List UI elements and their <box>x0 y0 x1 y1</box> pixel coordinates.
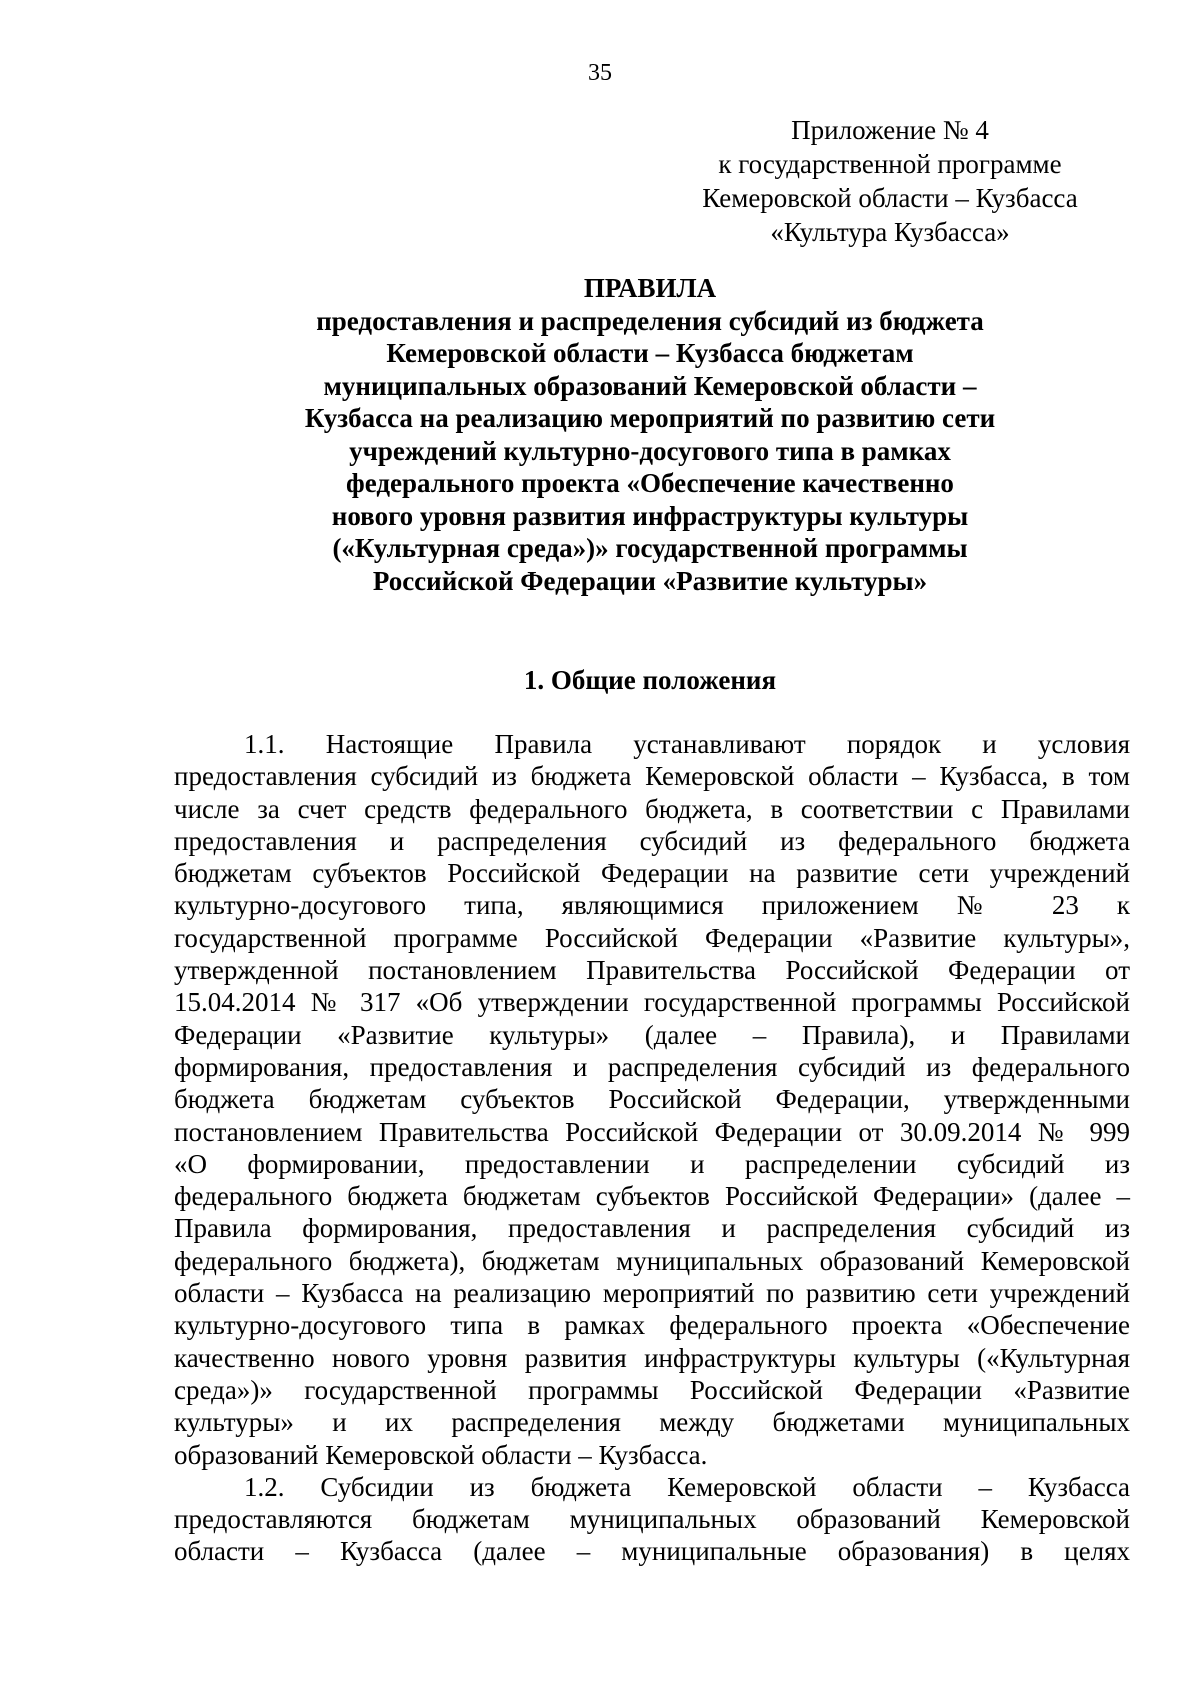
title-line: Российской Федерации «Развитие культуры» <box>372 565 928 596</box>
title-line: предоставления и распределения субсидий из бюджета <box>316 305 984 336</box>
title-line: муниципальных образований Кемеровской области – <box>323 370 977 401</box>
title-line: («Культурная среда»)» государственной программы <box>332 533 968 563</box>
title-heading: ПРАВИЛА <box>583 273 717 303</box>
appendix-block <box>660 113 1120 249</box>
title-line: Кемеровской области – Кузбасса бюджетам <box>386 338 914 368</box>
text-line: качественно нового уровня развития инфраструктуры культуры («Культурная <box>174 1342 1130 1373</box>
paragraph-1-2 <box>174 1471 1130 1568</box>
appendix-line-1: Приложение № 4 <box>791 115 989 145</box>
section-heading: 1. Общие положения <box>523 665 777 695</box>
text-line: бюджета бюджетам субъектов Российской Федерации, утвержденными <box>174 1084 1130 1115</box>
text-line: культурно-досугового типа в рамках федерального проекта «Обеспечение <box>174 1310 1130 1341</box>
text-line: предоставляются бюджетам муниципальных образований Кемеровской <box>174 1504 1130 1535</box>
text-line: 15.04.2014 № 317 «Об утверждении государственной программы Российской <box>174 987 1130 1018</box>
body-text <box>174 728 1130 1568</box>
text-line: области – Кузбасса (далее – муниципальные образования) в целях <box>174 1536 1130 1567</box>
document-title <box>170 272 1130 597</box>
text-line: предоставления и распределения субсидий из федерального бюджета <box>174 825 1130 856</box>
text-line: 1.2. Субсидии из бюджета Кемеровской области – Кузбасса <box>244 1471 1130 1502</box>
paragraph-1-1 <box>174 728 1130 1471</box>
text-line: федерального бюджета), бюджетам муниципальных образований Кемеровской <box>174 1245 1130 1276</box>
text-line: государственной программе Российской Федерации «Развитие культуры», <box>174 922 1130 953</box>
title-line: учреждений культурно-досугового типа в рамках <box>349 435 951 466</box>
text-line: федерального бюджета бюджетам субъектов Российской Федерации» (далее – <box>174 1181 1130 1212</box>
text-line: бюджетам субъектов Российской Федерации на развитие сети учреждений <box>174 858 1130 889</box>
text-line: постановлением Правительства Российской Федерации от 30.09.2014 № 999 <box>174 1116 1130 1147</box>
appendix-line-3: Кемеровской области – Кузбасса <box>702 183 1078 213</box>
appendix-line-2: к государственной программе <box>718 149 1062 179</box>
text-line: Федерации «Развитие культуры» (далее – Правила), и Правилами <box>174 1019 1130 1050</box>
text-line: культурно-досугового типа, являющимися приложением № 23 к <box>174 890 1130 921</box>
text-line: «О формировании, предоставлении и распределении субсидий из <box>174 1148 1130 1179</box>
appendix-line-4: «Культура Кузбасса» <box>770 217 1010 247</box>
text-line: образований Кемеровской области – Кузбасса. <box>174 1439 708 1470</box>
text-line: области – Кузбасса на реализацию мероприятий по развитию сети учреждений <box>174 1278 1130 1309</box>
text-line: культуры» и их распределения между бюджетами муниципальных <box>174 1407 1130 1438</box>
text-line: числе за счет средств федерального бюджета, в соответствии с Правилами <box>174 793 1130 824</box>
page-number: 35 <box>588 60 612 86</box>
text-line: формирования, предоставления и распределения субсидий из федерального <box>174 1051 1130 1082</box>
text-line: среда»)» государственной программы Российской Федерации «Развитие <box>174 1374 1130 1405</box>
text-line: предоставления субсидий из бюджета Кемеровской области – Кузбасса, в том <box>174 761 1130 792</box>
title-line: нового уровня развития инфраструктуры культуры <box>331 500 969 531</box>
title-line: Кузбасса на реализацию мероприятий по развитию сети <box>304 403 996 433</box>
text-line: 1.1. Настоящие Правила устанавливают порядок и условия <box>244 729 1130 759</box>
title-line: федерального проекта «Обеспечение качественно <box>346 468 954 498</box>
text-line: утвержденной постановлением Правительства Российской Федерации от <box>174 955 1130 986</box>
text-line: Правила формирования, предоставления и распределения субсидий из <box>174 1213 1130 1244</box>
